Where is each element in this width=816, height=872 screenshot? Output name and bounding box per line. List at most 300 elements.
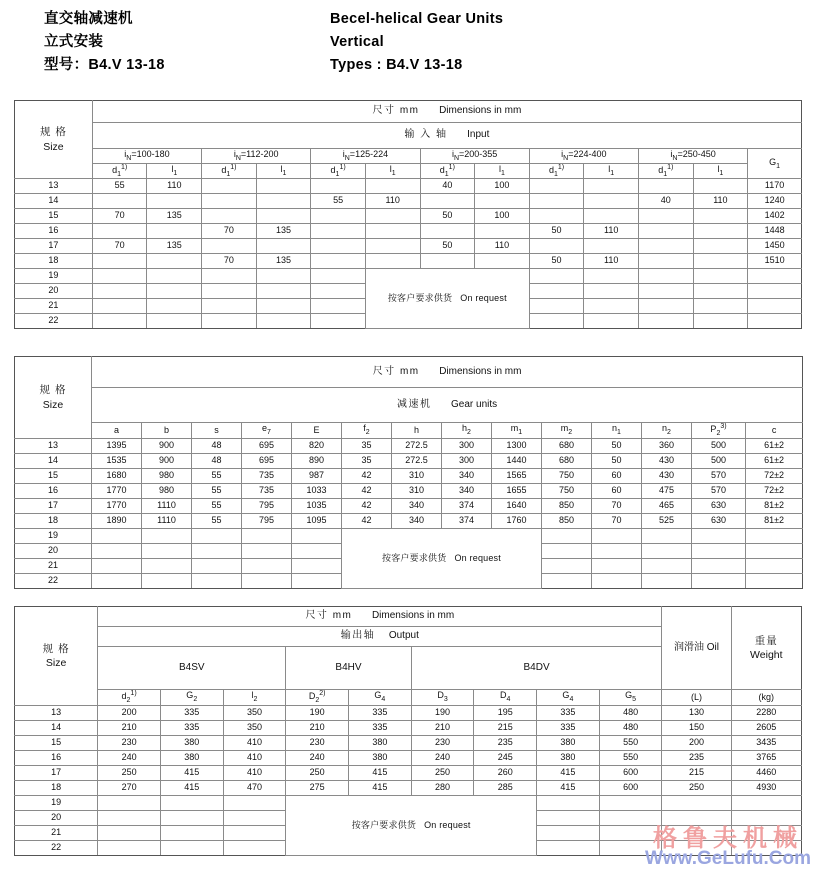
size-label-en: Size (43, 140, 64, 153)
table-row (15, 781, 802, 796)
t1-sub-l1-2: $l_1$ (365, 164, 420, 179)
t1-cell (638, 299, 693, 314)
t3-h-l2: $l_2$ (223, 690, 286, 706)
t2-cell: 680 (542, 454, 592, 469)
t3-cell: 230 (411, 736, 474, 751)
t1-cell: 70 (202, 224, 257, 239)
t2-cell: 1680 (92, 469, 142, 484)
t2-cell (192, 544, 242, 559)
t1-cell (529, 239, 584, 254)
t1-cell (693, 209, 748, 224)
t1-g1: 1510 (748, 254, 802, 269)
t1-cell (311, 299, 366, 314)
t1-cell: 110 (147, 179, 202, 194)
t1-cell (693, 179, 748, 194)
on-request-cn: 按客户要求供货 (382, 552, 447, 563)
title-en-line1: Becel-helical Gear Units (330, 11, 504, 27)
table-row (15, 194, 802, 209)
t2-cell: 61±2 (746, 439, 803, 454)
t3-cell (98, 826, 161, 841)
table-row (15, 721, 802, 736)
t1-row-size: 13 (15, 179, 93, 194)
t2-cell: 1300 (492, 439, 542, 454)
t2-cell: 48 (192, 454, 242, 469)
t3-h-d4: $D_4$ (474, 690, 537, 706)
t3-cell: 2280 (731, 706, 801, 721)
t2-cell: 1760 (492, 514, 542, 529)
t1-cell (147, 194, 202, 209)
t2-cell (92, 559, 142, 574)
t2-h-m1: $m_1$ (492, 423, 542, 439)
t1-g1 (748, 269, 802, 284)
t2-row-size: 17 (15, 499, 92, 514)
t1-group-0-value: 100-180 (136, 148, 170, 159)
t2-cell (746, 529, 803, 544)
t2-cell: 310 (392, 469, 442, 484)
t1-cell (365, 179, 420, 194)
t2-cell: 430 (642, 469, 692, 484)
t1-cell (147, 269, 202, 284)
t3-cell: 260 (474, 766, 537, 781)
t2-cell: 987 (292, 469, 342, 484)
t2-cell (592, 544, 642, 559)
t2-cell: 35 (342, 454, 392, 469)
t1-cell (311, 239, 366, 254)
t2-cell: 35 (342, 439, 392, 454)
t1-cell (202, 239, 257, 254)
table-row (15, 514, 803, 529)
t1-group-4-value: 224-400 (573, 148, 607, 159)
t1-cell (693, 284, 748, 299)
t3-group-b4sv: B4SV (98, 647, 286, 690)
t2-cell (746, 574, 803, 589)
t1-cell (529, 299, 584, 314)
t1-input-title (92, 123, 801, 149)
t2-cell: 525 (642, 514, 692, 529)
t3-cell (98, 841, 161, 856)
t3-cell: 250 (286, 766, 349, 781)
t3-group-b4hv: B4HV (286, 647, 411, 690)
t1-cell (584, 299, 639, 314)
t2-cell: 980 (142, 484, 192, 499)
gear-units-en: Gear units (451, 398, 498, 410)
t3-cell (223, 841, 286, 856)
t1-cell (638, 254, 693, 269)
t2-cell: 60 (592, 469, 642, 484)
t1-g1-header: $G_1$ (748, 149, 802, 179)
t3-cell: 240 (286, 751, 349, 766)
t3-output-title (98, 627, 662, 647)
t2-cell: 570 (692, 469, 746, 484)
t2-h-h: h (392, 423, 442, 439)
t3-cell (223, 826, 286, 841)
table-row (15, 499, 803, 514)
t2-cell (142, 559, 192, 574)
size-label-cn: 规 格 (42, 642, 70, 655)
t1-cell (420, 194, 475, 209)
size-label-cn: 规 格 (39, 384, 67, 397)
t2-h-b: b (142, 423, 192, 439)
oil-en: Oil (706, 641, 720, 653)
t3-cell: 415 (160, 781, 223, 796)
t1-cell (584, 239, 639, 254)
t2-h-n2: $n_2$ (642, 423, 692, 439)
t2-cell: 795 (242, 514, 292, 529)
t3-row-size: 13 (15, 706, 98, 721)
t2-cell: 48 (192, 439, 242, 454)
t3-cell: 410 (223, 766, 286, 781)
t2-h-m2: $m_2$ (542, 423, 592, 439)
t1-cell (202, 269, 257, 284)
t1-cell (365, 254, 420, 269)
t3-weight-header (731, 607, 801, 690)
t2-cell: 980 (142, 469, 192, 484)
t3-cell (599, 796, 662, 811)
t3-subheader-row (15, 690, 802, 706)
t3-cell: 480 (599, 721, 662, 736)
input-shaft-dimensions-table (14, 100, 802, 329)
t2-gearunits-row (15, 388, 803, 423)
t2-cell: 1770 (92, 484, 142, 499)
t1-cell (92, 194, 147, 209)
t2-cell: 300 (442, 454, 492, 469)
t2-row-size: 18 (15, 514, 92, 529)
t2-dimensions-row (15, 357, 803, 388)
t1-cell (529, 284, 584, 299)
t3-cell: 380 (348, 751, 411, 766)
t1-cell (311, 209, 366, 224)
t1-cell: 135 (256, 254, 311, 269)
t1-cell (420, 254, 475, 269)
t3-cell: 480 (599, 706, 662, 721)
t2-h-n1: $n_1$ (592, 423, 642, 439)
t3-cell: 3765 (731, 751, 801, 766)
t1-cell (147, 314, 202, 329)
t1-cell (147, 254, 202, 269)
t1-cell: 50 (529, 224, 584, 239)
t2-row-size: 14 (15, 454, 92, 469)
t1-cell: 55 (311, 194, 366, 209)
t2-cell: 735 (242, 484, 292, 499)
t2-cell (142, 544, 192, 559)
t3-cell: 470 (223, 781, 286, 796)
t2-h-s: s (192, 423, 242, 439)
t1-cell: 135 (147, 239, 202, 254)
t2-cell: 72±2 (746, 469, 803, 484)
t3-h-g4a: $G_4$ (348, 690, 411, 706)
t1-cell: 135 (256, 224, 311, 239)
t3-cell: 335 (160, 721, 223, 736)
t3-cell: 150 (662, 721, 731, 736)
t1-cell (529, 269, 584, 284)
t3-h-weight-unit: (kg) (731, 690, 801, 706)
t3-cell: 550 (599, 751, 662, 766)
t2-h-E: E (292, 423, 342, 439)
t2-cell (692, 574, 746, 589)
t1-cell (529, 209, 584, 224)
t3-cell: 210 (98, 721, 161, 736)
t3-cell: 210 (286, 721, 349, 736)
weight-en: Weight (750, 649, 783, 661)
t1-cell (584, 194, 639, 209)
t2-cell: 50 (592, 454, 642, 469)
t2-cell (292, 559, 342, 574)
t2-cell: 340 (392, 514, 442, 529)
table-row (15, 239, 802, 254)
t2-cell (242, 544, 292, 559)
t1-sub-d1-0: $d_1^{1)}$ (92, 164, 147, 179)
t2-h-c: c (746, 423, 803, 439)
t1-cell (202, 179, 257, 194)
t3-cell: 350 (223, 706, 286, 721)
t2-h-p2: $P_2^{3)}$ (692, 423, 746, 439)
table-row (15, 484, 803, 499)
t3-cell (98, 796, 161, 811)
t2-cell: 272.5 (392, 454, 442, 469)
t1-cell (311, 284, 366, 299)
t1-size-header (15, 101, 93, 179)
t3-cell: 250 (662, 781, 731, 796)
t3-cell: 235 (474, 736, 537, 751)
t2-cell (642, 544, 692, 559)
t3-cell: 600 (599, 766, 662, 781)
t2-cell (92, 544, 142, 559)
t3-row-size: 15 (15, 736, 98, 751)
t3-row-size: 20 (15, 811, 98, 826)
t1-subheader-row (15, 164, 802, 179)
t3-cell (731, 826, 801, 841)
t2-row-size: 16 (15, 484, 92, 499)
t1-cell (92, 314, 147, 329)
t1-cell: 50 (529, 254, 584, 269)
t2-cell (642, 559, 692, 574)
t1-cell (638, 209, 693, 224)
t1-sub-d1-2: $d_1^{1)}$ (311, 164, 366, 179)
t2-cell: 900 (142, 439, 192, 454)
size-label-cn: 规 格 (39, 126, 67, 139)
title-cn-line2: 立式安装 (44, 34, 104, 50)
t1-g1: 1448 (748, 224, 802, 239)
t1-cell (311, 314, 366, 329)
table-row (15, 224, 802, 239)
t2-cell: 55 (192, 514, 242, 529)
t2-cell (642, 529, 692, 544)
t2-cell: 1095 (292, 514, 342, 529)
t2-cell: 72±2 (746, 484, 803, 499)
t3-h-dd2: $D_2^{2)}$ (286, 690, 349, 706)
t3-cell (662, 826, 731, 841)
t1-sub-l1-4: $l_1$ (584, 164, 639, 179)
t2-h-f2: $f_2$ (342, 423, 392, 439)
t1-cell: 100 (475, 209, 530, 224)
t1-cell (147, 224, 202, 239)
t2-cell: 1565 (492, 469, 542, 484)
t2-cell: 1440 (492, 454, 542, 469)
t1-g1: 1170 (748, 179, 802, 194)
t2-cell: 1110 (142, 499, 192, 514)
t2-cell (592, 529, 642, 544)
t3-cell: 380 (537, 751, 600, 766)
output-cn: 输出轴 (340, 630, 376, 642)
table-row (15, 439, 803, 454)
t2-cell (542, 529, 592, 544)
header-chinese-block (44, 8, 165, 77)
t1-cell: 50 (420, 209, 475, 224)
t3-cell: 415 (537, 781, 600, 796)
t1-g1: 1402 (748, 209, 802, 224)
t3-cell: 230 (98, 736, 161, 751)
t1-cell (311, 224, 366, 239)
on-request-en: On request (454, 552, 501, 563)
t2-cell: 680 (542, 439, 592, 454)
t3-cell (160, 841, 223, 856)
t3-cell: 3435 (731, 736, 801, 751)
t2-cell (746, 559, 803, 574)
t2-cell (592, 574, 642, 589)
title-cn-line3: 型号：B4.V 13-18 (44, 57, 165, 73)
t3-cell: 335 (348, 706, 411, 721)
t1-group-2: $i_N=125-224$ (311, 149, 420, 164)
t1-cell (92, 269, 147, 284)
t1-group-1-value: 112-200 (246, 148, 279, 159)
t1-sub-l1-0: $l_1$ (147, 164, 202, 179)
t2-cell: 475 (642, 484, 692, 499)
t1-cell (693, 254, 748, 269)
t2-cell (242, 559, 292, 574)
t1-cell (584, 269, 639, 284)
t3-cell: 130 (662, 706, 731, 721)
t2-cell: 735 (242, 469, 292, 484)
t3-cell: 2605 (731, 721, 801, 736)
t2-cell (92, 574, 142, 589)
page-header (0, 0, 816, 92)
table-row (15, 454, 803, 469)
t3-cell: 415 (537, 766, 600, 781)
gear-units-cn: 减速机 (396, 398, 432, 410)
t1-cell: 110 (584, 254, 639, 269)
t1-cell (693, 239, 748, 254)
t3-cell: 410 (223, 736, 286, 751)
t2-cell: 360 (642, 439, 692, 454)
t3-cell: 240 (411, 751, 474, 766)
t2-cell: 1640 (492, 499, 542, 514)
t2-cell: 1770 (92, 499, 142, 514)
t1-cell (256, 284, 311, 299)
t2-cell (692, 544, 746, 559)
t1-sub-l1-5: $l_1$ (693, 164, 748, 179)
t1-cell (147, 299, 202, 314)
t1-cell: 135 (147, 209, 202, 224)
on-request-cn: 按客户要求供货 (351, 819, 417, 830)
t2-cell: 900 (142, 454, 192, 469)
t1-cell (202, 209, 257, 224)
t3-cell: 250 (98, 766, 161, 781)
t1-row-size: 21 (15, 299, 93, 314)
t1-cell (256, 299, 311, 314)
t3-cell: 235 (662, 751, 731, 766)
t2-cell (192, 529, 242, 544)
t1-g1 (748, 314, 802, 329)
t1-cell (475, 194, 530, 209)
t1-cell: 55 (92, 179, 147, 194)
t3-row-size: 14 (15, 721, 98, 736)
title-en-line2: Vertical (330, 34, 384, 50)
t2-cell (192, 574, 242, 589)
t1-group-3-value: 200-355 (464, 148, 498, 159)
table-row (15, 529, 803, 544)
table-row (15, 209, 802, 224)
t1-cell (475, 224, 530, 239)
t3-row-size: 16 (15, 751, 98, 766)
t2-cell (292, 544, 342, 559)
t2-cell: 374 (442, 514, 492, 529)
t1-group-1: $i_N=112-200$ (202, 149, 311, 164)
size-label-en: Size (45, 657, 67, 669)
t3-cell (731, 796, 801, 811)
on-request-en: On request (460, 292, 507, 303)
t2-cell: 630 (692, 499, 746, 514)
t1-row-size: 15 (15, 209, 93, 224)
t1-cell (693, 269, 748, 284)
t1-cell (420, 224, 475, 239)
t1-g1: 1450 (748, 239, 802, 254)
t3-cell (160, 826, 223, 841)
t3-cell: 275 (286, 781, 349, 796)
t3-cell: 415 (160, 766, 223, 781)
t3-cell (223, 796, 286, 811)
t3-cell: 380 (348, 736, 411, 751)
t1-cell (365, 209, 420, 224)
t2-cell: 1395 (92, 439, 142, 454)
t1-group-5-value: 250-450 (682, 148, 716, 159)
t3-oil-header (662, 607, 731, 690)
t3-size-header (15, 607, 98, 706)
t2-cell (292, 529, 342, 544)
table-row (15, 796, 802, 811)
t1-cell (584, 284, 639, 299)
t3-cell: 200 (98, 706, 161, 721)
t1-dimensions-title (92, 101, 801, 123)
t1-cell (311, 254, 366, 269)
t1-group-0: $i_N=100-180$ (92, 149, 201, 164)
t2-cell (592, 559, 642, 574)
t3-cell: 210 (411, 721, 474, 736)
t3-cell: 200 (662, 736, 731, 751)
t1-cell (256, 239, 311, 254)
t2-cell: 70 (592, 499, 642, 514)
t3-cell: 380 (537, 736, 600, 751)
t3-cell (98, 811, 161, 826)
t3-cell: 280 (411, 781, 474, 796)
t2-cell: 850 (542, 499, 592, 514)
t3-cell: 215 (474, 721, 537, 736)
t1-cell (529, 194, 584, 209)
t2-cell (242, 529, 292, 544)
t1-cell (693, 224, 748, 239)
t3-cell: 245 (474, 751, 537, 766)
t1-cell (92, 299, 147, 314)
t3-dimensions-title (98, 607, 662, 627)
table-row (15, 469, 803, 484)
watermark-url: Www.GeLufu.Com (644, 848, 812, 869)
t2-h-h2: $h_2$ (442, 423, 492, 439)
t1-cell (584, 314, 639, 329)
t3-cell: 285 (474, 781, 537, 796)
t2-cell: 70 (592, 514, 642, 529)
t1-sub-l1-1: $l_1$ (256, 164, 311, 179)
t3-cell (599, 811, 662, 826)
t3-on-request (286, 796, 537, 856)
